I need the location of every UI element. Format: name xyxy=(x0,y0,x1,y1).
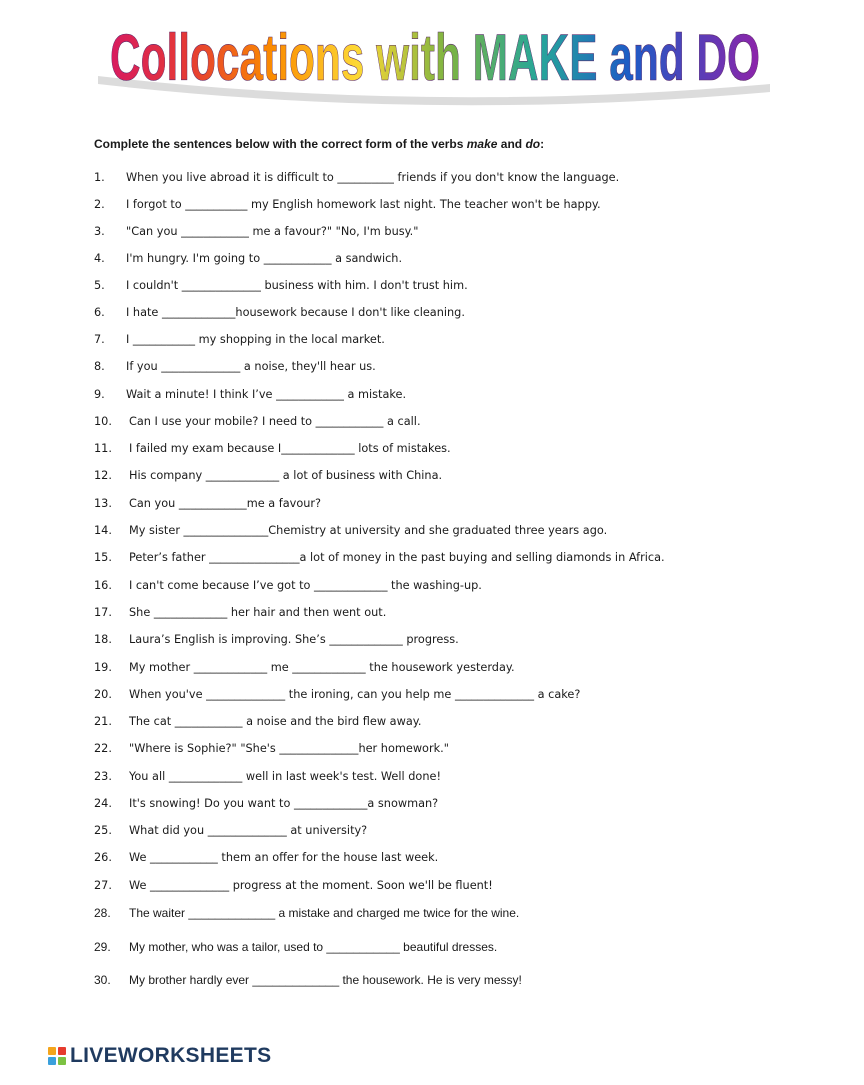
question-number: 23. xyxy=(94,770,112,783)
question-number: 9. xyxy=(94,388,105,401)
question-text: When you've ______________ the ironing, can you help me ______________ a cake? xyxy=(129,688,581,701)
question-text: The cat ____________ a noise and the bird flew away. xyxy=(129,715,422,728)
title-text: Collocations with MAKE and DO xyxy=(110,20,760,94)
question-text: The waiter _____________ a mistake and charged me twice for the wine. xyxy=(129,906,520,920)
question-item xyxy=(94,824,367,838)
question-text: What did you ______________ at university? xyxy=(129,824,368,837)
instructions-part2: and xyxy=(497,137,526,151)
question-item xyxy=(94,388,406,402)
question-item xyxy=(94,715,421,729)
question-number: 29. xyxy=(94,940,111,954)
question-item xyxy=(94,579,482,593)
question-item xyxy=(94,442,451,456)
question-number: 2. xyxy=(94,198,105,211)
question-item xyxy=(94,171,619,185)
question-item xyxy=(94,306,465,320)
question-text: I hate _____________housework because I don't like cleaning. xyxy=(126,306,465,319)
question-text: "Where is Sophie?" "She's ______________her homework." xyxy=(129,742,449,755)
question-text: Wait a minute! I think I’ve ____________ a mistake. xyxy=(126,388,407,401)
question-text: My mother, who was a tailor, used to ___________ beautiful dresses. xyxy=(129,940,498,954)
question-text: It's snowing! Do you want to _____________a snowman? xyxy=(129,797,439,810)
question-text: My sister _______________Chemistry at university and she graduated three years ago. xyxy=(129,524,608,537)
question-item xyxy=(94,252,402,266)
question-number: 5. xyxy=(94,279,105,292)
question-text: I forgot to ___________ my English homework last night. The teacher won't be happy. xyxy=(126,198,601,211)
question-item xyxy=(94,198,601,212)
question-text: My brother hardly ever _____________ the housework. He is very messy! xyxy=(129,973,522,987)
question-item xyxy=(94,797,438,811)
question-item xyxy=(94,879,493,893)
question-number: 22. xyxy=(94,742,112,755)
instructions-verb-do: do xyxy=(525,137,541,151)
question-item xyxy=(94,225,418,239)
question-text: You all _____________ well in last week's test. Well done! xyxy=(129,770,441,783)
question-number: 11. xyxy=(94,442,112,455)
question-number: 19. xyxy=(94,661,112,674)
liveworksheets-logo-icon xyxy=(47,1046,67,1066)
question-item xyxy=(94,661,515,675)
question-item xyxy=(94,940,497,954)
question-item xyxy=(94,551,665,565)
question-number: 6. xyxy=(94,306,105,319)
question-item xyxy=(94,973,522,987)
question-number: 8. xyxy=(94,360,105,373)
question-number: 24. xyxy=(94,797,112,810)
instructions-part3: : xyxy=(540,137,545,151)
question-text: Can I use your mobile? I need to ____________ a call. xyxy=(129,415,421,428)
question-number: 30. xyxy=(94,973,111,987)
question-item xyxy=(94,469,442,483)
question-number: 18. xyxy=(94,633,112,646)
question-number: 26. xyxy=(94,851,112,864)
question-item xyxy=(94,524,607,538)
instructions xyxy=(94,137,544,151)
question-item xyxy=(94,633,459,647)
question-text: I ___________ my shopping in the local market. xyxy=(126,333,385,346)
instructions-part1: Complete the sentences below with the correct form of the verbs xyxy=(94,137,467,151)
question-number: 21. xyxy=(94,715,112,728)
question-text: We ______________ progress at the moment. Soon we'll be fluent! xyxy=(129,879,493,892)
question-number: 17. xyxy=(94,606,112,619)
question-text: "Can you ____________ me a favour?" "No, I'm busy." xyxy=(126,225,419,238)
question-item xyxy=(94,851,438,865)
question-item xyxy=(94,497,321,511)
question-number: 20. xyxy=(94,688,112,701)
question-text: Laura’s English is improving. She’s _____________ progress. xyxy=(129,633,459,646)
question-text: We ____________ them an offer for the house last week. xyxy=(129,851,439,864)
question-text: My mother _____________ me _____________ the housework yesterday. xyxy=(129,661,515,674)
question-item xyxy=(94,906,519,920)
question-number: 12. xyxy=(94,469,112,482)
question-item xyxy=(94,360,376,374)
question-text: Can you ____________me a favour? xyxy=(129,497,322,510)
question-item xyxy=(94,742,449,756)
question-number: 25. xyxy=(94,824,112,837)
title-art xyxy=(90,14,780,106)
question-item xyxy=(94,415,421,429)
question-number: 16. xyxy=(94,579,112,592)
question-text: His company _____________ a lot of business with China. xyxy=(129,469,443,482)
question-item xyxy=(94,770,441,784)
question-number: 7. xyxy=(94,333,105,346)
question-text: I'm hungry. I'm going to ____________ a sandwich. xyxy=(126,252,403,265)
question-number: 15. xyxy=(94,551,112,564)
question-text: If you ______________ a noise, they'll hear us. xyxy=(126,360,376,373)
question-number: 1. xyxy=(94,171,105,184)
question-text: When you live abroad it is difficult to __________ friends if you don't know the language. xyxy=(126,171,620,184)
question-text: She _____________ her hair and then went out. xyxy=(129,606,387,619)
question-number: 4. xyxy=(94,252,105,265)
question-text: I failed my exam because I_____________ lots of mistakes. xyxy=(129,442,451,455)
question-number: 3. xyxy=(94,225,105,238)
question-number: 10. xyxy=(94,415,112,428)
question-text: Peter’s father ________________a lot of money in the past buying and selling diamonds in Africa. xyxy=(129,551,665,564)
question-number: 14. xyxy=(94,524,112,537)
question-text: I couldn't ______________ business with him. I don't trust him. xyxy=(126,279,468,292)
question-item xyxy=(94,333,385,347)
question-item xyxy=(94,688,580,702)
footer xyxy=(47,1044,271,1068)
question-text: I can't come because I’ve got to _____________ the washing-up. xyxy=(129,579,482,592)
instructions-verb-make: make xyxy=(466,137,498,151)
worksheet-title xyxy=(90,14,780,106)
question-number: 13. xyxy=(94,497,112,510)
question-number: 28. xyxy=(94,906,111,920)
question-item xyxy=(94,279,468,293)
footer-brand-label: LIVEWORKSHEETS xyxy=(70,1044,272,1067)
question-number: 27. xyxy=(94,879,112,892)
question-item xyxy=(94,606,386,620)
